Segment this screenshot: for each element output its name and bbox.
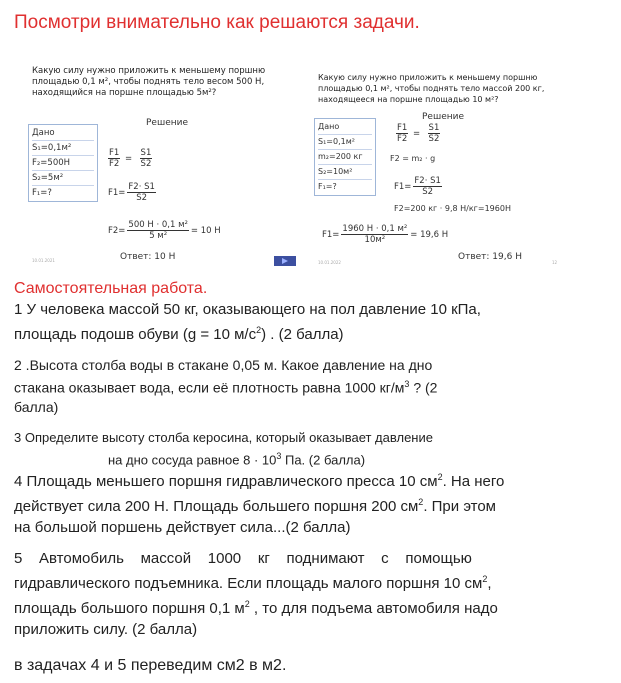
slide1-given-box: Дано S₁=0,1м² F₂=500Н S₂=5м² F₁=?: [28, 124, 98, 202]
slide1-f1-formula: F1= $\frac{F2\cdot S1}{S2}$: [108, 182, 155, 203]
slide2-f1-calc: F1= $\frac{\text{1960 Н · 0,1 м²}}{\text{10м²}}$ = 19,6 Н: [322, 224, 449, 245]
note: в задачах 4 и 5 переведим см2 в м2.: [14, 657, 287, 674]
slide1-solution-label: Решение: [146, 118, 189, 128]
slide2-date: 10.01.2022: [318, 260, 341, 265]
slide2-f1-formula: F1= $\frac{F2\cdot S1}{S2}$: [394, 176, 441, 197]
play-button[interactable]: [274, 256, 296, 266]
slide2-f2-calc: F2=200 кг · 9,8 Н/кг=1960Н: [394, 204, 511, 213]
task-4: 4 Площадь меньшего поршня гидравлического пресса 10 $см^2$. На него действует сила 200 Н. Площадь большего поршня 200 $см^2$. При этом на большой поршень действует сила...(2 балла): [14, 472, 505, 536]
task-1: 1 У человека массой 50 кг, оказывающего на пол давление 10 кПа, площадь подошв обуви (g = 10 $м/с^2$) . (2 балла): [14, 301, 481, 343]
slide2-given-box: Дано S₁=0,1м² m₂=200 кг S₂=10м² F₁=?: [314, 118, 376, 196]
slide1-ratio: $\frac{F1}{F2}$ = $\frac{S1}{S2}$: [109, 148, 152, 169]
page-title: Посмотри внимательно как решаются задачи.: [14, 12, 420, 33]
example-slide-2: [310, 66, 560, 266]
task-5: 5 Автомобиль массой 1000 кг поднимают с помощью гидравлического подъемника. Если площадь малого поршня 10 $см^2$, площадь большого поршня 0,1 $м^2$ , то для подъема автомобиля надо приложить силу. (2 балла): [14, 550, 498, 638]
slide1-date: 10.01.2021: [32, 258, 55, 263]
section-title: Самостоятельная работа.: [14, 280, 208, 297]
task-3: 3 Определите высоту столба керосина, который оказывает давление на дно сосуда равное $8 \cdot 10^3$ Па. (2 балла): [14, 430, 433, 468]
slide1-answer: Ответ: 10 Н: [120, 252, 176, 262]
slide2-solution-label: Решение: [422, 112, 465, 122]
slide2-answer: Ответ: 19,6 Н: [458, 252, 522, 262]
slide2-question: Какую силу нужно приложить к меньшему поршню площадью 0,1 м², чтобы поднять тело массой 200 кг, находящееся на поршне площадью 10 м²?: [318, 73, 545, 104]
task-2: 2 .Высота столба воды в стакане 0,05 м. Какое давление на дно стакана оказывает вода, если её плотность равна 1000 $кг/м^3$ ? (2 балла): [14, 357, 438, 415]
slide2-page-number: 12: [552, 260, 558, 265]
example-slide-1: [20, 58, 300, 268]
slide2-f2-eq: F2 = m₂ · g: [390, 154, 436, 163]
slide2-ratio: $\frac{F1}{F2}$ = $\frac{S1}{S2}$: [397, 123, 440, 144]
slide1-f2-formula: F2= $\frac{\text{500 Н · 0,1 м²}}{\text{5 м²}}$ = 10 Н: [108, 220, 221, 241]
slide1-question: Какую силу нужно приложить к меньшему поршню площадью 0,1 м², чтобы поднять тело весом 500 Н, находящийся на поршне площадью 5м²?: [32, 66, 266, 98]
